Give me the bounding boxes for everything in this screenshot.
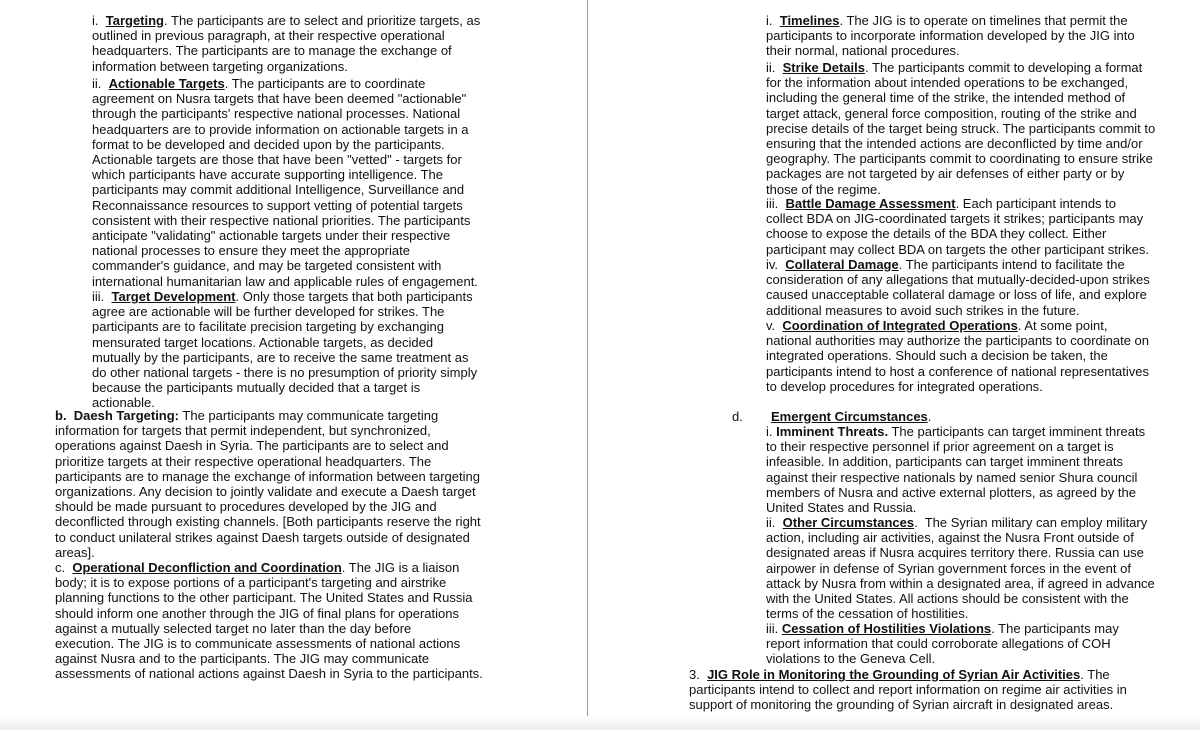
- text-line: deconflicted through existing channels. [Both participants reserve the right: [55, 514, 481, 530]
- text-line: commander's guidance, and may be targeted consistent with: [92, 258, 442, 274]
- text-line: including the general time of the strike, the intended method of: [766, 90, 1126, 106]
- text-line: Actionable targets are those that have been "vetted" - targets for: [92, 152, 462, 168]
- text-line: action, including air activities, against the Nusra Front outside of: [766, 530, 1134, 546]
- text-line: The participants may communicate targeting: [182, 408, 439, 423]
- text-line: caused unacceptable collateral damage or loss of life, and explore: [766, 287, 1147, 303]
- text-line: support of monitoring the grounding of Syrian aircraft in designated areas.: [689, 697, 1114, 713]
- text-line: agreement on Nusra targets that have been deemed "actionable": [92, 91, 467, 107]
- text-line: against Nusra and to the participants. The JIG may communicate: [55, 651, 430, 667]
- text-line: mutually by the participants, are to receive the same treatment as: [92, 349, 469, 365]
- item-marker: iii.: [92, 289, 105, 304]
- item-heading: Target Development: [111, 289, 236, 304]
- item-marker: i.: [766, 424, 773, 439]
- right-item-other-circumstances: ii. Other Circumstances. The Syrian military can employ military action, including air activities, against the Nusra Front outside of designated areas if Nusra acquires territory there. Russia can use airpower in defense of Syrian government forces in the event of attack by Nusra from within a designated area, if agreed in advance with the United States. All actions should be consistent with the terms of the cessation of hostilities.: [766, 515, 1155, 622]
- section-b-daesh-targeting: [55, 408, 481, 560]
- text-line: packages are not targeted by air defenses of either party or by: [766, 166, 1125, 182]
- right-item-collateral-damage: iv. Collateral Damage. The participants intend to facilitate the consideration of any allegations that mutually-decided-upon strikes caused unacceptable collateral damage or loss of life, and explore additional measures to avoid such strikes in the future.: [766, 257, 1150, 318]
- section-heading: Emergent Circumstances: [771, 409, 928, 424]
- text-line: operations against Daesh in Syria. The participants are to select and: [55, 438, 449, 454]
- text-line: against their respective nationals by named senior Shura council: [766, 469, 1138, 485]
- left-item-actionable-targets: ii. Actionable Targets. The participants are to coordinate agreement on Nusra targets that have been deemed "actionable" through the participants' respective national processes. National headquarters are to provide information on actionable targets in a format to be developed and decided upon by the participants. Actionable targets are those that have been "vetted" - targets for which participants have accurate supporting intelligence. The participants may commit additional Intelligence, Surveillance and Reconnaissance resources to support vetting of potential targets consistent with their respective national priorities. The participants anticipate "validating" actionable targets under their respective national processes to ensure they meet the appropriate commander's guidance, and may be targeted consistent with international humanitarian law and applicable rules of engagement.: [92, 76, 478, 289]
- section-marker: b.: [55, 408, 67, 423]
- text-line: to develop procedures for integrated operations.: [766, 378, 1043, 394]
- right-item-integrated-operations: v. Coordination of Integrated Operations. At some point, national authorities may authorize the participants to coordinate on integrated operations. Should such a decision be taken, the participants intend to host a conference of national representatives to develop procedures for integrated operations.: [766, 318, 1150, 394]
- text-line: geography. The participants commit to coordinating to ensure strike: [766, 151, 1153, 167]
- section-3-jig-role: 3. JIG Role in Monitoring the Grounding of Syrian Air Activities. The participants intend to collect and report information on regime air activities in support of monitoring the grounding of Syrian aircraft in designated areas.: [689, 667, 1127, 713]
- right-item-strike-details: ii. Strike Details. The participants commit to developing a format for the information about intended operations to be exchanged, including the general time of the strike, the intended method of target attack, general force composition, routing of the strike and precise details of the target being struck. The participants commit to ensuring that the intended actions are deconflicted by time and/or geography. The participants commit to coordinating to ensure strike packages are not targeted by air defenses of either party or by those of the regime.: [766, 60, 1156, 197]
- text-line: headquarters. The participants are to manage the exchange of: [92, 43, 452, 59]
- text-line: assessments of national actions against Daesh in Syria to the participants.: [55, 666, 483, 682]
- right-item-coh-violations: iii. Cessation of Hostilities Violations. The participants may report information that could corroborate allegations of COH violations to the Geneva Cell.: [766, 621, 1119, 667]
- left-item-targeting: i. Targeting. The participants are to select and prioritize targets, as outlined in previous paragraph, at their respective operational headquarters. The participants are to manage the exchange of information between targeting organizations.: [92, 13, 481, 74]
- item-marker: iii.: [766, 621, 779, 636]
- right-item-battle-damage-assessment: iii. Battle Damage Assessment. Each participant intends to collect BDA on JIG-coordinated targets it strikes; participants may choose to expose the details of the BDA they collect. Either participant may collect BDA on targets the other participant strikes.: [766, 196, 1149, 257]
- text-line: body; it is to expose portions of a participant's targeting and airstrike: [55, 575, 447, 591]
- text-line: Reconnaissance resources to support vetting of potential targets: [92, 197, 463, 213]
- text-line: additional measures to avoid such strikes in the future.: [766, 302, 1080, 318]
- text-line: information for targets that permit independent, but synchronized,: [55, 423, 431, 439]
- section-heading: Daesh Targeting:: [73, 408, 180, 423]
- text-line: participants intend to collect and report information on regime air activities in: [689, 682, 1127, 698]
- text-line: with the United States. All actions should be consistent with the: [766, 591, 1129, 607]
- section-d-heading-line: Emergent Circumstances.: [771, 409, 932, 424]
- text-line: should inform one another through the JIG of final plans for operations: [55, 605, 459, 621]
- text-line: outlined in previous paragraph, at their respective operational: [92, 28, 445, 44]
- item-heading: Other Circumstances: [782, 515, 915, 530]
- item-heading: Imminent Threats.: [776, 424, 889, 439]
- text-line: their normal, national procedures.: [766, 43, 960, 59]
- text-line: designated areas if Nusra acquires territory there. Russia can use: [766, 545, 1144, 561]
- text-line: national processes to ensure they meet the appropriate: [92, 243, 410, 259]
- text-line: agree are actionable will be further developed for strikes. The: [92, 304, 445, 320]
- text-line: The Syrian military can employ military: [924, 515, 1148, 530]
- text-line: participants may commit additional Intelligence, Surveillance and: [92, 182, 465, 198]
- item-marker: iv.: [766, 257, 779, 272]
- text-line: prioritize targets at their respective operational headquarters. The: [55, 453, 432, 469]
- text-line: should be made pursuant to procedures developed by the JIG and: [55, 499, 437, 515]
- section-d-marker: d.: [732, 409, 743, 424]
- text-line: participant may collect BDA on targets the other participant strikes.: [766, 241, 1149, 257]
- text-line: Each participant intends to: [962, 196, 1117, 211]
- section-c-operational-deconfliction: c. Operational Deconfliction and Coordination. The JIG is a liaison body; it is to expose portions of a participant's targeting and airstrike planning functions to the other participant. The United States and Russia should inform one another through the JIG of final plans for operations against a mutually selected target no later than the day before execution. The JIG is to communicate assessments of national actions against Nusra and to the participants. The JIG may communicate assessments of national actions against Daesh in Syria to the participants.: [55, 560, 483, 682]
- text-line: planning functions to the other participant. The United States and Russia: [55, 590, 473, 606]
- right-item-imminent-threats: [766, 424, 1145, 515]
- text-line: participants intend to host a conference of national representatives: [766, 363, 1150, 379]
- item-heading: Battle Damage Assessment: [785, 196, 956, 211]
- item-heading: Actionable Targets: [108, 76, 225, 91]
- text-line: to their respective personnel if prior agreement on a target is: [766, 439, 1114, 455]
- text-line: The participants are to select and prioritize targets, as: [171, 13, 481, 28]
- text-line: infeasible. In addition, participants can target imminent threats: [766, 454, 1123, 470]
- text-line: United States and Russia.: [766, 500, 917, 516]
- text-line: participants to incorporate information developed by the JIG into: [766, 28, 1135, 44]
- text-line: attack by Nusra from within a designated area, if agreed in advance: [766, 575, 1155, 591]
- text-line: terms of the cessation of hostilities.: [766, 606, 969, 622]
- text-line: members of Nusra and active external plotters, as agreed by the: [766, 484, 1136, 500]
- item-marker: i.: [92, 13, 99, 28]
- text-line: The: [1087, 667, 1110, 682]
- page-bottom-edge: [0, 716, 1200, 730]
- text-line: The participants are to coordinate: [231, 76, 426, 91]
- item-heading: Collateral Damage: [785, 257, 899, 272]
- item-heading: Strike Details: [782, 60, 865, 75]
- text-line: execution. The JIG is to communicate assessments of national actions: [55, 636, 461, 652]
- item-marker: ii.: [766, 60, 776, 75]
- text-line: because the participants mutually decided that a target is: [92, 380, 421, 396]
- text-line: organizations. Any decision to jointly validate and execute a Daesh target: [55, 484, 476, 500]
- text-line: collect BDA on JIG-coordinated targets it strikes; participants may: [766, 211, 1144, 227]
- text-line: against a mutually selected target no later than the day before: [55, 620, 412, 636]
- item-heading: Coordination of Integrated Operations: [782, 318, 1018, 333]
- text-line: The participants commit to developing a format: [872, 60, 1143, 75]
- text-line: consideration of any allegations that mutually-decided-upon strikes: [766, 272, 1150, 288]
- text-line: The participants intend to facilitate the: [905, 257, 1125, 272]
- item-heading: Cessation of Hostilities Violations: [781, 621, 992, 636]
- item-marker: iii.: [766, 196, 779, 211]
- section-heading: JIG Role in Monitoring the Grounding of Syrian Air Activities: [707, 667, 1081, 682]
- item-heading: Targeting: [105, 13, 164, 28]
- text-line: format to be developed and decided upon by the participants.: [92, 136, 445, 152]
- text-line: report information that could corroborate allegations of COH: [766, 636, 1111, 652]
- text-line: areas].: [55, 544, 95, 560]
- text-line: consistent with their respective national priorities. The participants: [92, 212, 471, 228]
- text-line: mensurated target locations. Actionable targets, as decided: [92, 334, 434, 350]
- item-marker: i.: [766, 13, 773, 28]
- text-line: violations to the Geneva Cell.: [766, 651, 936, 667]
- text-line: national authorities may authorize the participants to coordinate on: [766, 333, 1150, 349]
- text-line: The participants can target imminent threats: [891, 424, 1146, 439]
- item-marker: v.: [766, 318, 776, 333]
- text-line: through the participants' respective national processes. National: [92, 106, 461, 122]
- text-line: At some point,: [1024, 318, 1108, 333]
- text-line: The JIG is a liaison: [348, 560, 460, 575]
- item-marker: ii.: [766, 515, 776, 530]
- item-marker: ii.: [92, 76, 102, 91]
- text-line: integrated operations. Should such a decision be taken, the: [766, 348, 1108, 364]
- section-marker: 3.: [689, 667, 700, 682]
- section-marker: c.: [55, 560, 66, 575]
- text-line: participants are to facilitate precision targeting by exchanging: [92, 319, 444, 335]
- text-line: target attack, general force composition, routing of the strike and: [766, 105, 1137, 121]
- text-line: to conduct unilateral strikes against Daesh targets outside of designated: [55, 529, 470, 545]
- item-heading: Timelines: [779, 13, 840, 28]
- page-divider: [587, 0, 588, 730]
- text-line: The JIG is to operate on timelines that permit the: [846, 13, 1128, 28]
- text-line: international humanitarian law and applicable rules of engagement.: [92, 273, 478, 289]
- text-line: participants are to manage the exchange of information between targeting: [55, 468, 480, 484]
- text-line: The participants may: [998, 621, 1119, 636]
- text-line: Only those targets that both participants: [242, 289, 473, 304]
- text-line: those of the regime.: [766, 181, 881, 197]
- text-line: anticipate "validating" actionable targets under their respective: [92, 228, 451, 244]
- text-line: ensuring that the intended actions are deconflicted by time and/or: [766, 136, 1143, 152]
- text-line: which participants have accurate supporting intelligence. The: [92, 167, 443, 183]
- text-line: information between targeting organizations.: [92, 58, 348, 74]
- text-line: precise details of the target being struck. The participants commit to: [766, 120, 1156, 136]
- text-line: airpower in defense of Syrian government forces in the event of: [766, 560, 1131, 576]
- text-line: do other national targets - there is no presumption of priority simply: [92, 365, 478, 381]
- text-line: for the information about intended operations to be exchanged,: [766, 75, 1129, 91]
- left-item-target-development: iii. Target Development. Only those targets that both participants agree are actionable will be further developed for strikes. The participants are to facilitate precision targeting by exchanging mensurated target locations. Actionable targets, as decided mutually by the participants, are to receive the same treatment as do other national targets - there is no presumption of priority simply because the participants mutually decided that a target is actionable.: [92, 289, 478, 411]
- text-line: choose to expose the details of the BDA they collect. Either: [766, 226, 1107, 242]
- section-heading: Operational Deconfliction and Coordination: [72, 560, 342, 575]
- text-line: headquarters are to provide information on actionable targets in a: [92, 121, 469, 137]
- right-item-timelines: i. Timelines. The JIG is to operate on timelines that permit the participants to incorporate information developed by the JIG into their normal, national procedures.: [766, 13, 1135, 59]
- text-line: actionable.: [92, 395, 155, 411]
